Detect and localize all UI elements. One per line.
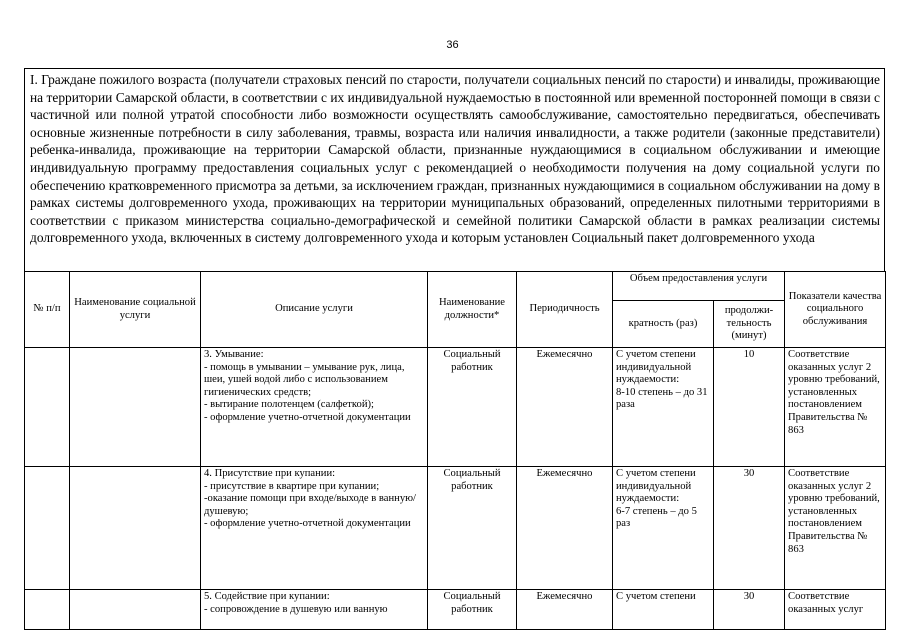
header-volume: Объем предоставления услуги xyxy=(613,272,785,301)
cell-position: Социальный работник xyxy=(428,467,517,590)
cell-quality xyxy=(785,590,886,630)
cell-periodicity: Ежемесячно xyxy=(517,348,613,467)
description-text: 3. Умывание: - помощь в умывании – умывание рук, лица, шеи, ушей водой либо с использованием гигиенических средств; - вытирание полотенцем (салфеткой); - оформление учетно-отчетной документации xyxy=(204,349,411,423)
cell-duration: 10 xyxy=(714,348,785,467)
cell-periodicity: Ежемесячно xyxy=(517,467,613,590)
cell-description xyxy=(201,467,428,590)
services-table xyxy=(24,271,886,630)
header-quality: Показатели качества социального обслуживания xyxy=(785,272,886,348)
header-num: № п/п xyxy=(25,272,70,348)
header-description: Описание услуги xyxy=(201,272,428,348)
frequency-text: С учетом степени xyxy=(616,591,696,602)
description-text: 5. Содействие при купании: - сопровождение в душевую или ванную xyxy=(204,591,388,615)
table-row xyxy=(25,590,886,630)
header-frequency: кратность (раз) xyxy=(613,301,714,348)
header-duration: продолжи-тельность (минут) xyxy=(714,301,785,348)
cell-periodicity: Ежемесячно xyxy=(517,590,613,630)
cell-duration: 30 xyxy=(714,590,785,630)
category-description: I. Граждане пожилого возраста (получатели страховых пенсий по старости, получатели социальных пенсий по старости) и инвалиды, проживающие на территории Самарской области, в соответствии с их индивидуальной нуждаемостью в постоянной или временной посторонней помощи в связи с частичной или полной утратой способности либо возможности осуществлять самообслуживание, самостоятельно передвигаться, обеспечивать основные жизненные потребности в силу заболевания, травмы, возраста или наличия инвалидности, а также родители (законные представители) ребенка-инвалида, проживающие на территории Самарской области, признанные нуждающимися в социальном обслуживании и имеющие индивидуальную программу предоставления социальных услуг с рекомендацией о необходимости получения на дому социальной услуги по обеспечению кратковременного присмотра за детьми, за исключением граждан, признанных нуждающимися в социальном обслуживании на дому в рамках системы долговременного ухода, проживающих на территории муниципальных образований, определенных пилотными территориями в соответствии с приказом министерства социально-демографической и семейной политики Самарской области в рамках реализации системы долговременного ухода, включенных в систему долговременного ухода и которым установлен Социальный пакет долговременного ухода xyxy=(24,68,885,271)
header-service-name: Наименование социальной услуги xyxy=(70,272,201,348)
cell-position xyxy=(428,590,517,630)
page-number: 36 xyxy=(446,39,459,51)
cell-service-name xyxy=(70,467,201,590)
quality-text: Соответствие оказанных услуг xyxy=(788,591,864,615)
cell-num xyxy=(25,590,70,630)
cell-service-name xyxy=(70,348,201,467)
header-position: Наименование должности* xyxy=(428,272,517,348)
cell-description xyxy=(201,348,428,467)
cell-description xyxy=(201,590,428,630)
table-row xyxy=(25,348,886,467)
cell-quality: Соответствие оказанных услуг 2 уровню требований, установленных постановлением Правительства № 863 xyxy=(785,348,886,467)
cell-service-name xyxy=(70,590,201,630)
cell-frequency xyxy=(613,348,714,467)
table-header xyxy=(25,272,886,348)
frequency-text: С учетом степени индивидуальной нуждаемости: 8-10 степень – до 31 раза xyxy=(616,349,708,411)
table-row xyxy=(25,467,886,590)
cell-duration: 30 xyxy=(714,467,785,590)
cell-num xyxy=(25,348,70,467)
cell-position: Социальный работник xyxy=(428,348,517,467)
description-text: 4. Присутствие при купании: - присутствие в квартире при купании; -оказание помощи при входе/выходе в ванную/душевую; - оформление учетно-отчетной документации xyxy=(204,468,416,530)
frequency-text: С учетом степени индивидуальной нуждаемости: 6-7 степень – до 5 раз xyxy=(616,468,697,530)
cell-frequency xyxy=(613,590,714,630)
header-periodicity: Периодичность xyxy=(517,272,613,348)
position-text: Социальный работник xyxy=(443,591,501,615)
cell-num xyxy=(25,467,70,590)
cell-quality: Соответствие оказанных услуг 2 уровню требований, установленных постановлением Правительства № 863 xyxy=(785,467,886,590)
cell-frequency xyxy=(613,467,714,590)
